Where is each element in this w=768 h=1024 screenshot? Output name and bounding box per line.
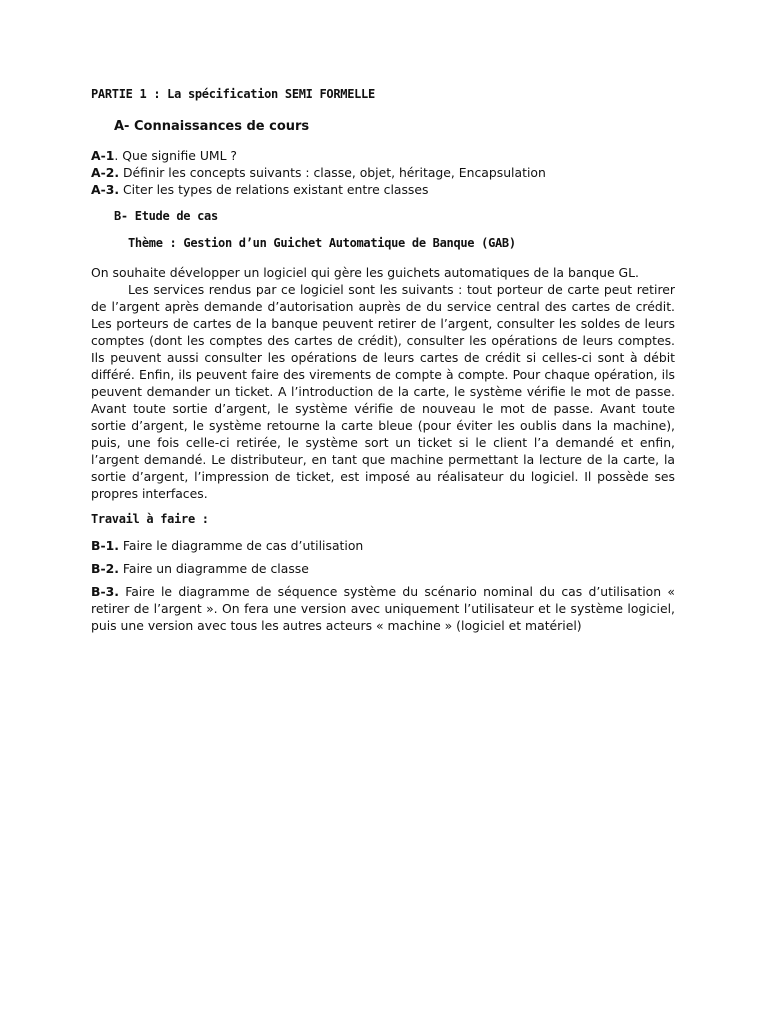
question-label: A-3. (91, 182, 120, 197)
section-a-title: A- Connaissances de cours (114, 119, 310, 134)
question-label: A-1 (91, 148, 115, 163)
task-text: Faire un diagramme de classe (118, 561, 309, 576)
question-item (91, 181, 675, 198)
case-study-intro: On souhaite développer un logiciel qui gère les guichets automatiques de la banque GL. (91, 265, 639, 280)
task-label: B-2. (91, 561, 119, 576)
part-title: PARTIE 1 : La spécification SEMI FORMELLE (91, 87, 375, 101)
task-text: Faire le diagramme de cas d’utilisation (118, 538, 364, 553)
question-text: Définir les concepts suivants : classe, objet, héritage, Encapsulation (119, 165, 546, 180)
section-b-title: B- Etude de cas (114, 209, 218, 223)
task-label: B-3. (91, 584, 119, 599)
case-study-paragraph (91, 264, 675, 502)
task-text: Faire le diagramme de séquence système du scénario nominal du cas d’utilisation « retirer de l’argent ». On fera une version avec uniquement l’utilisateur et le système logiciel, puis une version avec tous les autres acteurs « machine » (logiciel et matériel) (91, 584, 675, 633)
work-title: Travail à faire : (91, 512, 209, 526)
question-text: . Que signifie UML ? (114, 148, 238, 163)
document-page (91, 86, 675, 640)
task-item (91, 583, 675, 634)
task-label: B-1. (91, 538, 119, 553)
question-list (91, 147, 675, 198)
case-study-body: Les services rendus par ce logiciel sont les suivants : tout porteur de carte peut retirer de l’argent après demande d’autorisation auprès de du service central des cartes de crédit. Les porteurs de cartes de la banque peuvent retirer de l’argent, consulter les soldes de leurs comptes (dont les comptes des cartes de crédit), consulter les opérations de leurs comptes. Ils peuvent aussi consulter les opérations de leurs cartes de crédit si celles-ci sont à débit différé. Enfin, ils peuvent faire des virements de compte à compte. Pour chaque opération, ils peuvent demander un ticket. A l’introduction de la carte, le système vérifie le mot de passe. Avant toute sortie d’argent, le système vérifie de nouveau le mot de passe. Avant toute sortie d’argent, le système retourne la carte bleue (pour éviter les oublis dans la machine), puis, une fois celle-ci retirée, le système sort un ticket si le client l’a demandé et enfin, l’argent demandé. Le distributeur, en tant que machine permettant la lecture de la carte, la sortie d’argent, l’impression de ticket, est imposé au réalisateur du logiciel. Il possède ses propres interfaces. (91, 282, 675, 501)
question-label: A-2. (91, 165, 120, 180)
question-item (91, 147, 675, 164)
task-item (91, 560, 675, 577)
question-text: Citer les types de relations existant entre classes (119, 182, 429, 197)
task-item (91, 537, 675, 554)
question-item (91, 164, 675, 181)
case-study-theme: Thème : Gestion d’un Guichet Automatique de Banque (GAB) (128, 236, 516, 250)
